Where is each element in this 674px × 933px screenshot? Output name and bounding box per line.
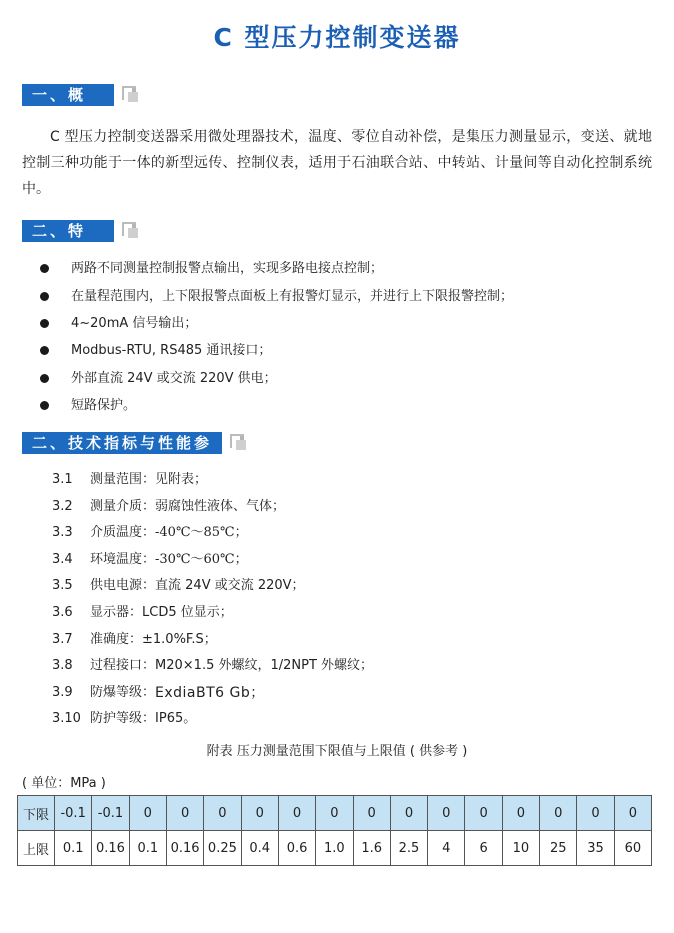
feature-list <box>40 255 650 419</box>
spec-row: 3.4 环境温度： -30℃～60℃； <box>52 551 248 567</box>
table-cell: 0.1 <box>129 831 166 866</box>
heading-ornament-icon <box>116 218 142 244</box>
bullet-icon <box>40 319 49 328</box>
table-cell: 0 <box>390 796 427 831</box>
table-cell: 0.1 <box>55 831 92 866</box>
table-cell: 35 <box>577 831 614 866</box>
table-cell: 0.16 <box>92 831 129 866</box>
table-cell: 0 <box>278 796 315 831</box>
table-row-upper <box>18 831 652 866</box>
table-row-lower <box>18 796 652 831</box>
table-cell: 4 <box>428 831 465 866</box>
bullet-icon <box>40 374 49 383</box>
table-cell: 60 <box>614 831 651 866</box>
table-cell: 2.5 <box>390 831 427 866</box>
spec-row: 3.10 防护等级： IP65。 <box>52 711 197 727</box>
section-heading-specs <box>22 430 250 474</box>
table-unit: ( 单位：MPa ) <box>22 776 106 791</box>
page-title: C 型压力控制变送器 <box>213 23 461 52</box>
table-cell: 0.4 <box>241 831 278 866</box>
list-item: 在量程范围内，上下限报警点面板上有报警灯显示，并进行上下限报警控制； <box>40 282 650 309</box>
table-cell: 10 <box>502 831 539 866</box>
table-cell: 6 <box>465 831 502 866</box>
table-cell: 0 <box>204 796 241 831</box>
table-cell: 0 <box>614 796 651 831</box>
section-heading-label: 二、特 点 <box>22 220 114 242</box>
row-header: 上限 <box>18 831 55 866</box>
bullet-icon <box>40 401 49 410</box>
section-heading-label: 二、技术指标与性能参数 <box>22 432 222 454</box>
list-item: Modbus-RTU, RS485 通讯接口； <box>40 337 650 364</box>
table-cell: 0 <box>166 796 203 831</box>
spec-row: 3.8 过程接口： M20×1.5 外螺纹，1/2NPT 外螺纹； <box>52 658 374 674</box>
row-header: 下限 <box>18 796 55 831</box>
table-cell: 0.16 <box>166 831 203 866</box>
table-cell: 0 <box>540 796 577 831</box>
bullet-icon <box>40 292 49 301</box>
table-cell: -0.1 <box>55 796 92 831</box>
heading-ornament-icon <box>116 82 142 108</box>
table-cell: 0.6 <box>278 831 315 866</box>
table-cell: 0.25 <box>204 831 241 866</box>
section-heading-overview <box>22 82 142 126</box>
bullet-icon <box>40 264 49 273</box>
spec-list <box>52 467 652 733</box>
table-cell: 0 <box>316 796 353 831</box>
spec-row: 3.1 测量范围： 见附表； <box>52 472 208 487</box>
section-heading-features <box>22 218 142 262</box>
table-cell: 0 <box>241 796 278 831</box>
list-item: 4~20mA 信号输出； <box>40 310 650 337</box>
section-heading-label: 一、概 述 <box>22 84 114 106</box>
table-cell: 0 <box>129 796 166 831</box>
spec-row: 3.6 显示器： LCD5 位显示； <box>52 604 233 620</box>
table-cell: 0 <box>502 796 539 831</box>
table-cell: -0.1 <box>92 796 129 831</box>
table-cell: 0 <box>577 796 614 831</box>
list-item: 两路不同测量控制报警点输出，实现多路电接点控制； <box>40 255 650 282</box>
spec-row: 3.3 介质温度： -40℃～85℃； <box>52 525 248 541</box>
list-item: 外部直流 24V 或交流 220V 供电； <box>40 365 650 392</box>
spec-row: 3.5 供电电源： 直流 24V 或交流 220V； <box>52 578 305 594</box>
overview-paragraph: C 型压力控制变送器采用微处理器技术，温度、零位自动补偿，是集压力测量显示，变送、就地控制三种功能于一体的新型远传、控制仪表，适用于石油联合站、中转站、计量间等自动化控制系统中。 <box>22 129 652 197</box>
table-cell: 1.0 <box>316 831 353 866</box>
table-cell: 1.6 <box>353 831 390 866</box>
spec-row: 3.2 测量介质： 弱腐蚀性液体、气体； <box>52 498 286 514</box>
bullet-icon <box>40 346 49 355</box>
table-cell: 0 <box>353 796 390 831</box>
table-cell: 0 <box>428 796 465 831</box>
spec-row: 3.9 防爆等级： ExdiaBT6 Gb； <box>52 684 265 701</box>
pressure-range-table <box>17 795 652 866</box>
table-cell: 0 <box>465 796 502 831</box>
table-caption: 附表 压力测量范围下限值与上限值 ( 供参考 ) <box>206 744 468 759</box>
heading-ornament-icon <box>224 430 250 456</box>
table-cell: 25 <box>540 831 577 866</box>
spec-row: 3.7 准确度： ±1.0%F.S； <box>52 631 217 647</box>
list-item: 短路保护。 <box>40 392 650 419</box>
